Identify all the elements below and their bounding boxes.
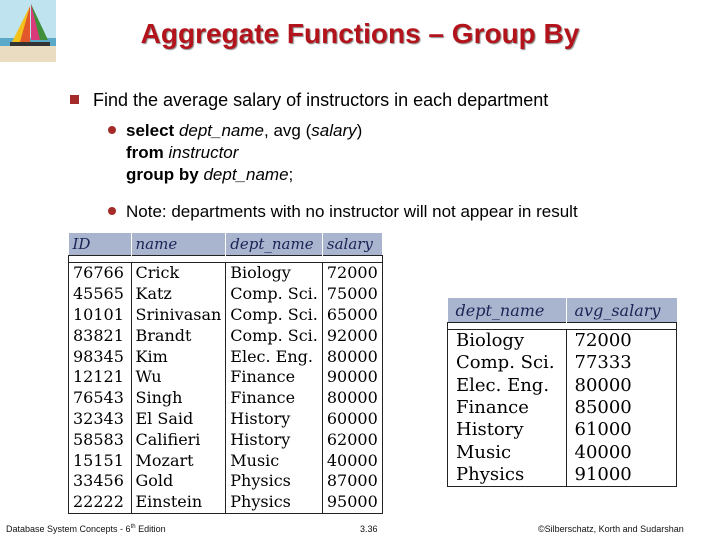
- table-cell: 80000: [322, 346, 382, 367]
- table-cell: Singh: [131, 388, 226, 409]
- query-line-1: select dept_name, avg (salary): [126, 121, 363, 140]
- table-cell: Physics: [226, 492, 323, 513]
- query-line-3: group by dept_name;: [126, 165, 294, 184]
- table-cell: 85000: [566, 397, 677, 419]
- table-cell: 83821: [73, 325, 124, 345]
- table-cell: Comp. Sci.: [226, 284, 323, 305]
- main-bullet: [70, 90, 548, 111]
- table-cell: 22222: [73, 492, 124, 512]
- table-row: [448, 375, 677, 397]
- table-cell: Crick: [131, 263, 226, 284]
- table-cell: 77333: [566, 352, 677, 374]
- table-cell: Physics: [226, 471, 323, 492]
- table-row: [448, 330, 677, 353]
- table-cell: 87000: [322, 471, 382, 492]
- table-row: [69, 325, 383, 346]
- table-cell: 15151: [73, 450, 124, 470]
- table-cell: Finance: [456, 397, 529, 419]
- table-cell: Biology: [226, 263, 323, 284]
- table-cell: Elec. Eng.: [226, 346, 323, 367]
- column-header-dept-name: dept_name: [226, 233, 323, 256]
- table-cell: 76543: [73, 388, 124, 408]
- square-bullet-icon: [70, 95, 79, 104]
- table-cell: Music: [226, 450, 323, 471]
- table-row: [69, 471, 383, 492]
- table-row: [69, 409, 383, 430]
- column-header-dept-name: dept_name: [448, 298, 567, 323]
- table-cell: 61000: [566, 419, 677, 441]
- table-row: [448, 397, 677, 419]
- query-line-2: from instructor: [126, 143, 239, 162]
- table-cell: Finance: [226, 388, 323, 409]
- table-cell: Srinivasan: [131, 305, 226, 326]
- table-cell: 90000: [322, 367, 382, 388]
- table-cell: History: [226, 409, 323, 430]
- circle-bullet-icon: [108, 207, 116, 215]
- table-cell: 33456: [73, 471, 124, 491]
- table-cell: 91000: [566, 464, 677, 487]
- table-cell: Elec. Eng.: [456, 374, 550, 396]
- table-row: [69, 367, 383, 388]
- table-cell: Comp. Sci.: [226, 305, 323, 326]
- main-bullet-text: Find the average salary of instructors in each department: [93, 90, 549, 110]
- table-row: [69, 388, 383, 409]
- slide-title: Aggregate Functions – Group By: [140, 18, 580, 49]
- table-cell: 40000: [566, 441, 677, 463]
- table-cell: Physics: [456, 463, 525, 485]
- table-cell: 95000: [322, 492, 382, 513]
- table-cell: Finance: [226, 367, 323, 388]
- table-cell: Comp. Sci.: [226, 325, 323, 346]
- table-cell: 92000: [322, 325, 382, 346]
- table-cell: History: [226, 429, 323, 450]
- table-row: [69, 284, 383, 305]
- table-cell: 40000: [322, 450, 382, 471]
- table-cell: 10101: [73, 304, 124, 324]
- table-row: [448, 441, 677, 463]
- table-cell: 12121: [73, 367, 124, 387]
- table-cell: El Said: [131, 409, 226, 430]
- table-cell: Music: [456, 441, 512, 463]
- table-cell: 80000: [566, 375, 677, 397]
- table-row: [69, 263, 383, 284]
- note-text: Note: departments with no instructor will not appear in result: [126, 202, 578, 221]
- column-header-salary: salary: [322, 233, 382, 256]
- circle-bullet-icon: [108, 126, 116, 134]
- table-cell: History: [456, 419, 524, 441]
- footer-page-number: 3.36: [360, 524, 378, 534]
- table-cell: 72000: [566, 330, 677, 353]
- table-cell: 32343: [73, 408, 124, 428]
- table-row: [448, 352, 677, 374]
- table-row: [69, 450, 383, 471]
- table-cell: Katz: [131, 284, 226, 305]
- column-header-name: name: [131, 233, 226, 256]
- column-header-avg-salary: avg_salary: [566, 298, 677, 323]
- column-header-id: ID: [69, 233, 132, 256]
- table-cell: Gold: [131, 471, 226, 492]
- table-cell: Comp. Sci.: [456, 352, 555, 374]
- table-row: [69, 346, 383, 367]
- table-cell: Califieri: [131, 429, 226, 450]
- table-cell: 75000: [322, 284, 382, 305]
- table-cell: Mozart: [131, 450, 226, 471]
- table-cell: 72000: [322, 263, 382, 284]
- table-cell: 62000: [322, 429, 382, 450]
- table-cell: Einstein: [131, 492, 226, 513]
- table-cell: 60000: [322, 409, 382, 430]
- table-row: [69, 305, 383, 326]
- table-row: [448, 464, 677, 487]
- table-cell: 80000: [322, 388, 382, 409]
- note-bullet: [108, 201, 578, 223]
- table-row: [69, 429, 383, 450]
- table-cell: 58583: [73, 429, 124, 449]
- footer-book-title: Database System Concepts - 6th Edition: [6, 524, 166, 534]
- table-cell: Kim: [131, 346, 226, 367]
- table-cell: 98345: [73, 346, 124, 366]
- sql-query: [108, 120, 362, 186]
- table-cell: 45565: [73, 284, 124, 304]
- table-row: [69, 492, 383, 513]
- table-cell: 76766: [73, 263, 124, 283]
- table-cell: Biology: [456, 330, 525, 352]
- table-cell: Wu: [131, 367, 226, 388]
- table-cell: 65000: [322, 305, 382, 326]
- table-cell: Brandt: [131, 325, 226, 346]
- result-table: [447, 298, 677, 487]
- table-row: [448, 419, 677, 441]
- instructor-table: [68, 233, 383, 514]
- footer-copyright: ©Silberschatz, Korth and Sudarshan: [538, 524, 684, 534]
